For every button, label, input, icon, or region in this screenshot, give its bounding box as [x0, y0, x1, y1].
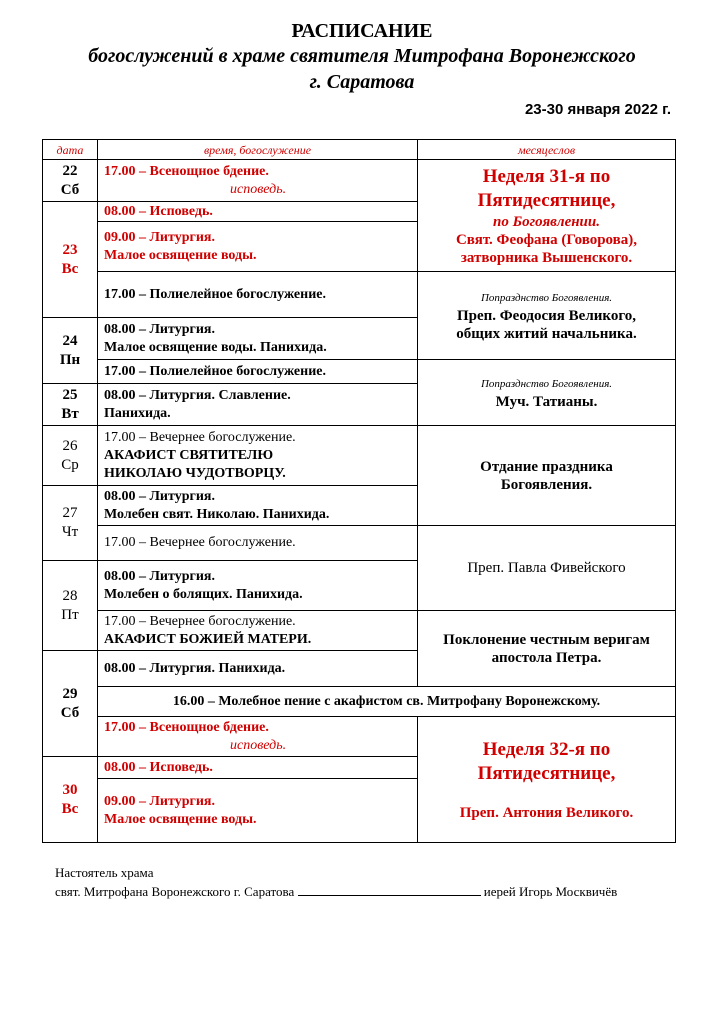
- table-row: [43, 526, 676, 561]
- table-row: [43, 360, 676, 384]
- service-cell: 17.00 – Всенощное бдение. исповедь.: [98, 160, 418, 202]
- header-date: дата: [43, 140, 98, 160]
- calendar-cell: Попразднство Богоявления. Муч. Татианы.: [418, 360, 676, 426]
- footer-line-1: Настоятель храма: [55, 865, 154, 880]
- service-cell: 08.00 – Литургия. Славление. Панихида.: [98, 384, 418, 426]
- date-cell: 30 Вс: [43, 757, 98, 843]
- service-cell: 09.00 – Литургия. Малое освящение воды.: [98, 222, 418, 272]
- date-cell: 29 Сб: [43, 651, 98, 757]
- table-row: [43, 272, 676, 318]
- date-cell: 26 Ср: [43, 426, 98, 486]
- service-cell: 08.00 – Исповедь.: [98, 757, 418, 779]
- table-row: [43, 426, 676, 486]
- date-cell: 23 Вс: [43, 202, 98, 318]
- city-line: г. Саратова: [309, 71, 415, 93]
- service-cell: 17.00 – Вечернее богослужение. АКАФИСТ СВЯТИТЕЛЮ НИКОЛАЮ ЧУДОТВОРЦУ.: [98, 426, 418, 486]
- schedule-table: [42, 139, 676, 843]
- calendar-cell: Попразднство Богоявления. Преп. Феодосия Великого, общих житий начальника.: [418, 272, 676, 360]
- date-cell: 27 Чт: [43, 486, 98, 561]
- calendar-cell: Неделя 32-я по Пятидесятнице, Преп. Антония Великого.: [418, 717, 676, 843]
- header-service: время, богослужение: [98, 140, 418, 160]
- service-cell: 17.00 – Вечернее богослужение.: [98, 526, 418, 561]
- service-cell: 08.00 – Литургия. Панихида.: [98, 651, 418, 687]
- service-cell: 08.00 – Литургия. Молебен свят. Николаю. Панихида.: [98, 486, 418, 526]
- page-title: РАСПИСАНИЕ: [291, 20, 433, 42]
- date-range: 23-30 января 2022 г.: [524, 101, 671, 118]
- table-row: [43, 611, 676, 651]
- service-cell: 17.00 – Полиелейное богослужение.: [98, 272, 418, 318]
- signature-line: [298, 883, 481, 896]
- table-header-row: [43, 140, 676, 160]
- date-cell: 22 Сб: [43, 160, 98, 202]
- calendar-cell: Неделя 31-я по Пятидесятнице, по Богоявлении. Свят. Феофана (Говорова), затворника Вышенского.: [418, 160, 676, 272]
- service-cell: 17.00 – Полиелейное богослужение.: [98, 360, 418, 384]
- service-cell: 17.00 – Вечернее богослужение. АКАФИСТ БОЖИЕЙ МАТЕРИ.: [98, 611, 418, 651]
- service-cell: 09.00 – Литургия. Малое освящение воды.: [98, 779, 418, 843]
- date-cell: 28 Пт: [43, 561, 98, 651]
- calendar-cell: Поклонение честным веригам апостола Петра.: [418, 611, 676, 687]
- service-cell: 08.00 – Литургия. Молебен о болящих. Панихида.: [98, 561, 418, 611]
- header-calendar: месяцеслов: [418, 140, 676, 160]
- service-cell: 08.00 – Литургия. Малое освящение воды. Панихида.: [98, 318, 418, 360]
- calendar-cell: Отдание праздника Богоявления.: [418, 426, 676, 526]
- calendar-cell: Преп. Павла Фивейского: [418, 526, 676, 611]
- table-row: [43, 160, 676, 202]
- date-cell: 24 Пн: [43, 318, 98, 384]
- service-cell: 17.00 – Всенощное бдение. исповедь.: [98, 717, 418, 757]
- date-cell: 25 Вт: [43, 384, 98, 426]
- table-row: [43, 687, 676, 717]
- footer-line-2: свят. Митрофана Воронежского г. Саратова иерей Игорь Москвичёв: [55, 884, 618, 899]
- service-cell: 08.00 – Исповедь.: [98, 202, 418, 222]
- page-subtitle: богослужений в храме святителя Митрофана Воронежского: [88, 45, 636, 67]
- service-cell-wide: 16.00 – Молебное пение с акафистом св. Митрофану Воронежскому.: [98, 687, 676, 717]
- table-row: [43, 717, 676, 757]
